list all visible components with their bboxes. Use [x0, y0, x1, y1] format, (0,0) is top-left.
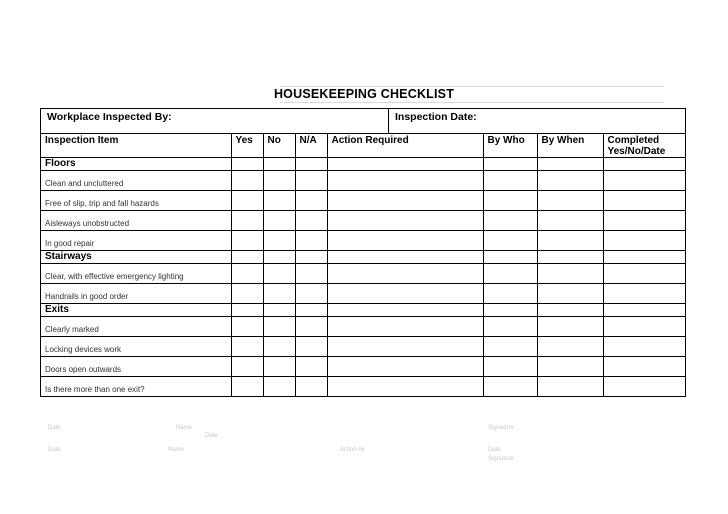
cell-no[interactable]	[263, 304, 295, 317]
cell-completed[interactable]	[603, 231, 685, 251]
table-row	[41, 357, 685, 377]
col-header-by-when: By When	[537, 134, 603, 158]
cell-na[interactable]	[295, 357, 327, 377]
cell-yes[interactable]	[231, 211, 263, 231]
faint-footer-text: Signature	[488, 425, 514, 431]
cell-completed[interactable]	[603, 211, 685, 231]
cell-no[interactable]	[263, 377, 295, 397]
cell-yes[interactable]	[231, 377, 263, 397]
cell-no[interactable]	[263, 158, 295, 171]
cell-by-who[interactable]	[483, 304, 537, 317]
inspection-item-label: In good repair	[41, 231, 231, 251]
cell-no[interactable]	[263, 251, 295, 264]
cell-completed[interactable]	[603, 337, 685, 357]
table-row	[41, 264, 685, 284]
cell-by-who[interactable]	[483, 171, 537, 191]
cell-completed[interactable]	[603, 251, 685, 264]
faint-footer-text: Date	[205, 433, 218, 439]
col-header-action-required: Action Required	[327, 134, 483, 158]
cell-no[interactable]	[263, 171, 295, 191]
cell-by-when[interactable]	[537, 211, 603, 231]
inspection-item-label: Handrails in good order	[41, 284, 231, 304]
cell-na[interactable]	[295, 211, 327, 231]
cell-no[interactable]	[263, 264, 295, 284]
cell-by-who[interactable]	[483, 377, 537, 397]
cell-by-when[interactable]	[537, 284, 603, 304]
faint-footer-text: Action by	[340, 447, 365, 453]
checklist-rows	[41, 158, 685, 397]
cell-action-required[interactable]	[327, 377, 483, 397]
cell-completed[interactable]	[603, 284, 685, 304]
table-row	[41, 377, 685, 397]
cell-completed[interactable]	[603, 191, 685, 211]
cell-completed[interactable]	[603, 304, 685, 317]
cell-action-required[interactable]	[327, 357, 483, 377]
cell-action-required[interactable]	[327, 317, 483, 337]
cell-yes[interactable]	[231, 171, 263, 191]
cell-by-who[interactable]	[483, 158, 537, 171]
cell-yes[interactable]	[231, 317, 263, 337]
inspection-item-label: Is there more than one exit?	[41, 377, 231, 397]
cell-yes[interactable]	[231, 158, 263, 171]
cell-action-required[interactable]	[327, 264, 483, 284]
cell-by-when[interactable]	[537, 171, 603, 191]
checklist-table	[41, 134, 685, 396]
inspection-item-label: Locking devices work	[41, 337, 231, 357]
faint-footer-text: Date	[48, 425, 61, 431]
cell-na[interactable]	[295, 337, 327, 357]
cell-na[interactable]	[295, 284, 327, 304]
col-header-inspection-item: Inspection Item	[41, 134, 231, 158]
cell-no[interactable]	[263, 357, 295, 377]
faint-footer-text: Signature	[488, 456, 514, 462]
cell-no[interactable]	[263, 191, 295, 211]
cell-by-when[interactable]	[537, 357, 603, 377]
cell-yes[interactable]	[231, 284, 263, 304]
cell-yes[interactable]	[231, 337, 263, 357]
cell-by-when[interactable]	[537, 251, 603, 264]
cell-by-when[interactable]	[537, 191, 603, 211]
table-row	[41, 191, 685, 211]
inspection-item-label: Free of slip, trip and fall hazards	[41, 191, 231, 211]
cell-by-who[interactable]	[483, 264, 537, 284]
col-header-no: No	[263, 134, 295, 158]
cell-na[interactable]	[295, 191, 327, 211]
cell-action-required[interactable]	[327, 191, 483, 211]
cell-by-when[interactable]	[537, 317, 603, 337]
checklist-sheet	[40, 108, 686, 397]
table-row	[41, 317, 685, 337]
col-header-yes: Yes	[231, 134, 263, 158]
cell-no[interactable]	[263, 231, 295, 251]
column-header-row	[41, 134, 685, 158]
table-row	[41, 337, 685, 357]
col-header-completed: Completed Yes/No/Date	[603, 134, 685, 158]
cell-action-required[interactable]	[327, 158, 483, 171]
cell-no[interactable]	[263, 337, 295, 357]
page-title: HOUSEKEEPING CHECKLIST	[273, 87, 455, 101]
cell-completed[interactable]	[603, 264, 685, 284]
section-heading: Floors	[41, 158, 231, 171]
cell-by-when[interactable]	[537, 304, 603, 317]
cell-action-required[interactable]	[327, 251, 483, 264]
cell-action-required[interactable]	[327, 337, 483, 357]
cell-na[interactable]	[295, 317, 327, 337]
cell-by-when[interactable]	[537, 264, 603, 284]
workplace-inspected-by-label: Workplace Inspected By:	[47, 111, 172, 123]
cell-by-who[interactable]	[483, 251, 537, 264]
faint-footer-text: Date	[488, 447, 501, 453]
cell-yes[interactable]	[231, 251, 263, 264]
title-rule-bottom	[280, 102, 664, 103]
inspection-date-label: Inspection Date:	[395, 111, 477, 123]
inspection-item-label: Clearly marked	[41, 317, 231, 337]
table-row	[41, 231, 685, 251]
faint-footer-text: Name	[168, 447, 185, 453]
cell-by-who[interactable]	[483, 284, 537, 304]
cell-completed[interactable]	[603, 377, 685, 397]
cell-completed[interactable]	[603, 357, 685, 377]
cell-action-required[interactable]	[327, 171, 483, 191]
col-header-by-who: By Who	[483, 134, 537, 158]
cell-action-required[interactable]	[327, 211, 483, 231]
cell-completed[interactable]	[603, 317, 685, 337]
cell-by-who[interactable]	[483, 317, 537, 337]
cell-yes[interactable]	[231, 357, 263, 377]
section-row	[41, 304, 685, 317]
section-heading: Stairways	[41, 251, 231, 264]
table-row	[41, 171, 685, 191]
cell-yes[interactable]	[231, 231, 263, 251]
cell-by-who[interactable]	[483, 211, 537, 231]
inspection-item-label: Aisleways unobstructed	[41, 211, 231, 231]
cell-na[interactable]	[295, 158, 327, 171]
cell-na[interactable]	[295, 304, 327, 317]
cell-action-required[interactable]	[327, 231, 483, 251]
cell-action-required[interactable]	[327, 304, 483, 317]
table-row	[41, 211, 685, 231]
section-row	[41, 158, 685, 171]
inspection-item-label: Clean and uncluttered	[41, 171, 231, 191]
cell-yes[interactable]	[231, 304, 263, 317]
inspection-item-label: Doors open outwards	[41, 357, 231, 377]
cell-na[interactable]	[295, 171, 327, 191]
inspection-item-label: Clear, with effective emergency lighting	[41, 264, 231, 284]
cell-na[interactable]	[295, 251, 327, 264]
section-row	[41, 251, 685, 264]
cell-by-who[interactable]	[483, 357, 537, 377]
cell-na[interactable]	[295, 377, 327, 397]
cell-by-when[interactable]	[537, 377, 603, 397]
cell-completed[interactable]	[603, 171, 685, 191]
cell-completed[interactable]	[603, 158, 685, 171]
cell-yes[interactable]	[231, 191, 263, 211]
cell-by-who[interactable]	[483, 337, 537, 357]
cell-action-required[interactable]	[327, 284, 483, 304]
cell-na[interactable]	[295, 264, 327, 284]
section-heading: Exits	[41, 304, 231, 317]
cell-na[interactable]	[295, 231, 327, 251]
faint-footer-text: Name	[176, 425, 193, 431]
cell-no[interactable]	[263, 211, 295, 231]
inspection-date-field[interactable]	[389, 109, 685, 133]
cell-by-who[interactable]	[483, 191, 537, 211]
cell-yes[interactable]	[231, 264, 263, 284]
cell-by-when[interactable]	[537, 231, 603, 251]
workplace-inspected-by-field[interactable]	[41, 109, 389, 133]
cell-no[interactable]	[263, 284, 295, 304]
cell-by-when[interactable]	[537, 158, 603, 171]
faint-footer-text: Date	[48, 447, 61, 453]
header-row	[41, 109, 685, 134]
cell-no[interactable]	[263, 317, 295, 337]
col-header-na: N/A	[295, 134, 327, 158]
table-row	[41, 284, 685, 304]
cell-by-who[interactable]	[483, 231, 537, 251]
cell-by-when[interactable]	[537, 337, 603, 357]
